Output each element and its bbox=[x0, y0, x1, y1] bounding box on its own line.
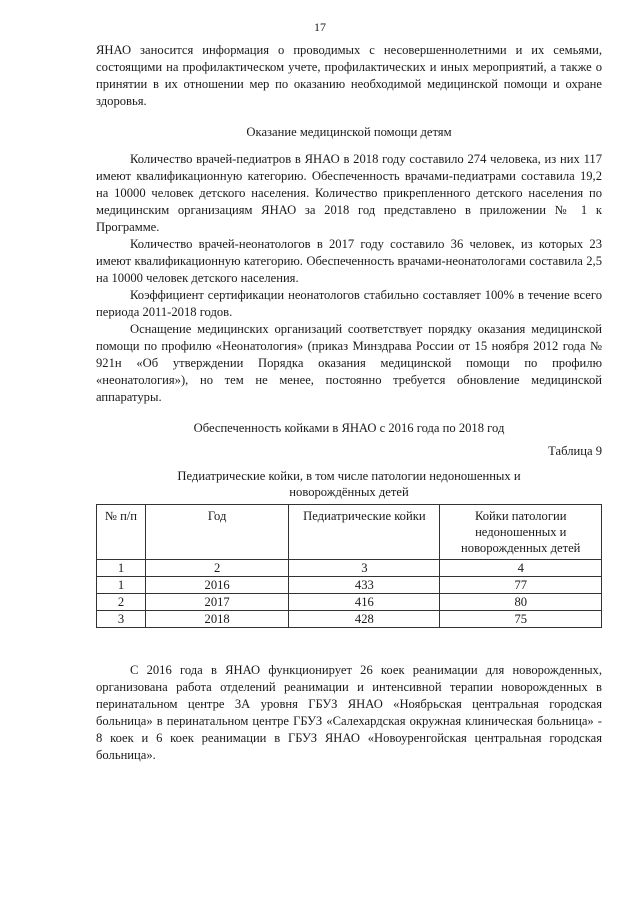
beds-table bbox=[96, 504, 602, 628]
table-cell: 4 bbox=[440, 560, 602, 577]
table-row bbox=[97, 594, 602, 611]
table-cell: 433 bbox=[289, 577, 440, 594]
table-row bbox=[97, 611, 602, 628]
paragraph-certification: Коэффициент сертификации неонатологов стабильно составляет 100% в течение всего периода 2011-2018 годов. bbox=[96, 288, 602, 319]
page-number: 17 bbox=[314, 20, 326, 34]
closing-paragraph: С 2016 года в ЯНАО функционирует 26 коек реанимации для новорожденных, организована работа отделений реанимации и интенсивной терапии новорожденных в перинатальном центре 3А уровня ГБУЗ ЯНАО «Ноябрьская центральная городская больница» в перинатальном центре ГБУЗ «Салехардская окружная клиническая больница» - 8 коек и 6 коек реанимации в ГБУЗ ЯНАО «Новоуренгойская центральная городская больница». bbox=[96, 663, 602, 762]
header-pediatric-beds: Педиатрические койки bbox=[289, 505, 440, 560]
table-cell: 1 bbox=[97, 560, 146, 577]
table-cell: 77 bbox=[440, 577, 602, 594]
table-cell: 2 bbox=[97, 594, 146, 611]
paragraph-equipment: Оснащение медицинских организаций соответствует порядку оказания медицинской помощи по профилю «Неонатология» (приказ Минздрава России от 15 ноября 2012 года № 921н «Об утверждении Порядка оказания медицинской помощи по профилю «неонатология»), но тем не менее, постоянно требуется обновление медицинской аппаратуры. bbox=[96, 322, 602, 404]
section-heading: Оказание медицинской помощи детям bbox=[246, 125, 452, 139]
table-cell: 3 bbox=[289, 560, 440, 577]
table-numbering-row bbox=[97, 560, 602, 577]
header-number: № п/п bbox=[97, 505, 146, 560]
table-cell: 2017 bbox=[145, 594, 288, 611]
intro-paragraph: ЯНАО заносится информация о проводимых с несовершеннолетними и их семьями, состоящими на профилактическом учете, профилактических и иных мероприятий, а также о принятии в их отношении мер по оказанию необходимой медицинской помощи и охране здоровья. bbox=[96, 43, 602, 108]
paragraph-pediatricians: Количество врачей-педиатров в ЯНАО в 2018 году составило 274 человека, из них 117 имеют квалификационную категорию. Обеспеченность врачами-педиатрами составила 19,2 на 10000 человек детского населения. Количество прикрепленного детского населения по медицинским организациям ЯНАО за 2018 год представлено в приложении № 1 к Программе. bbox=[96, 152, 602, 234]
table-cell: 80 bbox=[440, 594, 602, 611]
document-body bbox=[96, 42, 602, 764]
table-header-row bbox=[97, 505, 602, 560]
table-cell: 2016 bbox=[145, 577, 288, 594]
header-year: Год bbox=[145, 505, 288, 560]
table-row bbox=[97, 577, 602, 594]
table-cell: 2018 bbox=[145, 611, 288, 628]
header-pathology-beds: Койки патологии недоношенных и новорожденных детей bbox=[440, 505, 602, 560]
table-cell: 3 bbox=[97, 611, 146, 628]
table-label: Таблица 9 bbox=[548, 444, 602, 458]
table-heading: Обеспеченность койками в ЯНАО с 2016 года по 2018 год bbox=[193, 421, 505, 435]
table-cell: 2 bbox=[145, 560, 288, 577]
paragraph-neonatologists: Количество врачей-неонатологов в 2017 году составило 36 человек, из которых 23 имеют квалификационную категорию. Обеспеченность врачами-неонатологами составила 2,5 на 10000 человек детского населения. bbox=[96, 237, 602, 285]
table-cell: 75 bbox=[440, 611, 602, 628]
table-cell: 1 bbox=[97, 577, 146, 594]
table-caption: Педиатрические койки, в том числе патологии недоношенных и новорождённых детей bbox=[177, 469, 521, 499]
table-cell: 428 bbox=[289, 611, 440, 628]
table-cell: 416 bbox=[289, 594, 440, 611]
